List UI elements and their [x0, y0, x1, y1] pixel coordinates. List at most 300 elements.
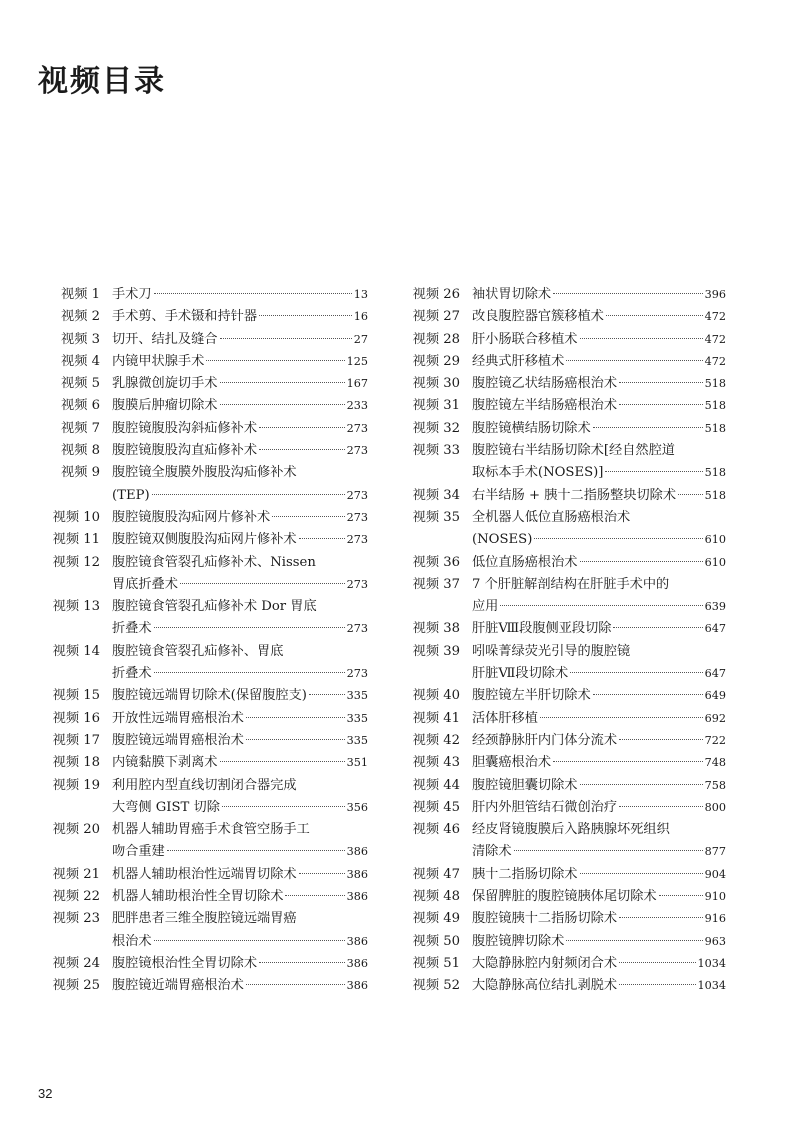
entry-line — [472, 641, 726, 663]
dot-leader — [619, 806, 703, 807]
entry-body — [112, 507, 368, 529]
entry-body — [472, 775, 726, 797]
entry-body — [472, 485, 726, 507]
video-number: 视频 43 — [412, 755, 460, 771]
video-number: 视频 6 — [61, 398, 100, 414]
entry-body — [472, 886, 726, 908]
entry-line — [112, 373, 368, 395]
page-ref: 748 — [704, 756, 726, 770]
entry-body — [112, 552, 368, 597]
dot-leader — [259, 962, 345, 963]
entry-line — [112, 819, 368, 841]
toc-entry[interactable] — [38, 507, 368, 529]
entry-body — [112, 685, 368, 707]
dot-leader — [220, 338, 352, 339]
toc-entry[interactable] — [38, 685, 368, 707]
entry-line — [112, 708, 368, 730]
entry-line — [472, 552, 726, 574]
entry-line — [112, 284, 368, 306]
toc-entry[interactable] — [38, 775, 368, 820]
toc-entry[interactable] — [38, 284, 368, 306]
entry-title: 内镜甲状腺手术 — [112, 353, 205, 369]
entry-line — [112, 596, 368, 618]
entry-title: 手术剪、手术镊和持针器 — [112, 309, 258, 325]
entry-body — [472, 284, 726, 306]
dot-leader — [619, 382, 703, 383]
toc-entry[interactable] — [38, 953, 368, 975]
entry-title: 腹腔镜胆囊切除术 — [472, 777, 578, 793]
page-ref: 386 — [346, 956, 368, 970]
entry-body — [112, 886, 368, 908]
page-ref: 27 — [353, 332, 368, 346]
toc-entry[interactable] — [398, 908, 726, 930]
toc-entry[interactable] — [38, 440, 368, 462]
toc-entry[interactable] — [398, 373, 726, 395]
video-number: 视频 34 — [412, 487, 460, 503]
video-number: 视频 4 — [61, 353, 100, 369]
entry-title: 腹膜后肿瘤切除术 — [112, 398, 218, 414]
page-ref: 610 — [704, 533, 726, 547]
video-number: 视频 9 — [61, 465, 100, 481]
entry-line — [112, 864, 368, 886]
toc-entry[interactable] — [38, 395, 368, 417]
entry-line — [472, 908, 726, 930]
entry-body — [112, 730, 368, 752]
entry-body — [112, 975, 368, 997]
toc-entry[interactable] — [38, 462, 368, 507]
dot-leader — [154, 672, 345, 673]
video-number: 视频 46 — [412, 822, 460, 838]
entry-title: 腹腔镜腹股沟疝网片修补术 — [112, 509, 271, 525]
video-number: 视频 50 — [412, 933, 460, 949]
dot-leader — [500, 605, 702, 606]
entry-body — [112, 708, 368, 730]
entry-title: 开放性远端胃癌根治术 — [112, 710, 244, 726]
entry-body — [112, 641, 368, 686]
video-number: 视频 44 — [412, 777, 460, 793]
toc-entry[interactable] — [38, 864, 368, 886]
dot-leader — [180, 583, 345, 584]
entry-title: 腹腔镜左半结肠癌根治术 — [472, 398, 618, 414]
entry-body — [112, 596, 368, 641]
toc-entry[interactable] — [38, 730, 368, 752]
page-ref: 904 — [704, 867, 726, 881]
video-number: 视频 24 — [52, 955, 100, 971]
entry-line — [112, 306, 368, 328]
entry-line — [112, 552, 368, 574]
entry-line — [112, 908, 368, 930]
page-ref: 518 — [704, 399, 726, 413]
toc-entry[interactable] — [38, 351, 368, 373]
entry-body — [112, 284, 368, 306]
dot-leader — [566, 360, 702, 361]
entry-line — [112, 351, 368, 373]
toc-entry[interactable] — [398, 641, 726, 686]
entry-title: 吻合重建 — [112, 844, 165, 860]
toc-entry[interactable] — [38, 708, 368, 730]
toc-entry[interactable] — [398, 618, 726, 640]
toc-entry[interactable] — [398, 507, 726, 552]
entry-title: 腹腔镜近端胃癌根治术 — [112, 978, 244, 994]
entry-line — [472, 663, 726, 685]
dot-leader — [605, 471, 702, 472]
entry-title: 腹腔镜腹股沟斜疝修补术 — [112, 420, 258, 436]
entry-title: 7 个肝脏解剖结构在肝脏手术中的 — [472, 576, 670, 592]
dot-leader — [272, 516, 344, 517]
entry-line — [112, 418, 368, 440]
dot-leader — [606, 315, 703, 316]
dot-leader — [580, 873, 703, 874]
video-number: 视频 39 — [412, 643, 460, 659]
page-ref: 472 — [704, 310, 726, 324]
entry-line — [112, 685, 368, 707]
video-number: 视频 40 — [412, 688, 460, 704]
entry-body — [112, 819, 368, 864]
dot-leader — [285, 895, 344, 896]
entry-line — [472, 708, 726, 730]
entry-title: 清除术 — [472, 844, 512, 860]
entry-line — [112, 507, 368, 529]
dot-leader — [259, 427, 345, 428]
entry-title: 腹腔镜食管裂孔疝修补术 Dor 胃底 — [112, 599, 317, 615]
page-ref: 335 — [346, 711, 368, 725]
video-number: 视频 17 — [52, 732, 100, 748]
page-ref: 800 — [704, 800, 726, 814]
entry-body — [472, 975, 726, 997]
entry-title: 腹腔镜食管裂孔疝修补术、Nissen — [112, 554, 316, 570]
entry-line — [472, 685, 726, 707]
video-number: 视频 49 — [412, 911, 460, 927]
entry-body — [472, 507, 726, 552]
video-number: 视频 48 — [412, 889, 460, 905]
entry-title: 腹腔镜远端胃切除术(保留腹腔支) — [112, 688, 307, 704]
toc-entry[interactable] — [38, 752, 368, 774]
entry-body — [472, 552, 726, 574]
entry-body — [472, 730, 726, 752]
video-number: 视频 20 — [52, 822, 100, 838]
entry-title: 活体肝移植 — [472, 710, 538, 726]
video-number: 视频 52 — [412, 978, 460, 994]
entry-title: 腹腔镜腹股沟直疝修补术 — [112, 443, 258, 459]
dot-leader — [566, 940, 702, 941]
entry-line — [472, 975, 726, 997]
page-ref: 692 — [704, 711, 726, 725]
entry-title: 腹腔镜左半肝切除术 — [472, 688, 591, 704]
entry-line — [112, 931, 368, 953]
toc-entry[interactable] — [38, 641, 368, 686]
page-ref: 916 — [704, 912, 726, 926]
entry-line — [472, 507, 726, 529]
entry-title: 全机器人低位直肠癌根治术 — [472, 509, 631, 525]
page-ref: 963 — [704, 934, 726, 948]
entry-body — [112, 529, 368, 551]
entry-line — [472, 574, 726, 596]
toc-entry[interactable] — [398, 819, 726, 864]
toc-entry[interactable] — [398, 329, 726, 351]
entry-line — [472, 351, 726, 373]
video-number: 视频 41 — [412, 710, 460, 726]
entry-title: 袖状胃切除术 — [472, 287, 552, 302]
page-ref: 273 — [346, 510, 368, 524]
entry-title: (NOSES) — [472, 532, 533, 548]
video-number: 视频 23 — [52, 911, 100, 927]
entry-line — [112, 641, 368, 663]
toc-entry[interactable] — [398, 775, 726, 797]
entry-line — [472, 931, 726, 953]
page-ref: 518 — [704, 488, 726, 502]
video-number: 视频 51 — [412, 955, 460, 971]
video-number: 视频 2 — [61, 309, 100, 325]
entry-title: 大隐静脉腔内射频闭合术 — [472, 955, 618, 971]
video-number: 视频 8 — [61, 443, 100, 459]
dot-leader — [580, 338, 703, 339]
dot-leader — [152, 494, 345, 495]
dot-leader — [220, 761, 345, 762]
toc-entry[interactable] — [398, 440, 726, 485]
dot-leader — [678, 494, 703, 495]
page-ref: 273 — [346, 667, 368, 681]
entry-title: 乳腺微创旋切手术 — [112, 376, 218, 392]
video-number: 视频 28 — [412, 331, 460, 347]
video-number: 视频 31 — [412, 398, 460, 414]
video-number: 视频 3 — [61, 331, 100, 347]
toc-entry[interactable] — [38, 529, 368, 551]
page-ref: 273 — [346, 622, 368, 636]
video-number: 视频 7 — [61, 420, 100, 436]
dot-leader — [619, 917, 703, 918]
entry-title: 低位直肠癌根治术 — [472, 554, 578, 570]
page-ref: 649 — [704, 689, 726, 703]
entry-title: 折叠术 — [112, 621, 152, 637]
entry-line — [472, 329, 726, 351]
entry-body — [112, 462, 368, 507]
entry-title: 利用腔内型直线切割闭合器完成 — [112, 777, 297, 793]
entry-title: 取标本手术(NOSES)] — [472, 465, 604, 481]
video-number: 视频 33 — [412, 443, 460, 459]
entry-body — [472, 752, 726, 774]
toc-entry[interactable] — [398, 864, 726, 886]
video-number: 视频 12 — [52, 554, 100, 570]
page-ref: 386 — [346, 845, 368, 859]
entry-body — [472, 395, 726, 417]
page-ref: 758 — [704, 778, 726, 792]
entry-body — [112, 395, 368, 417]
dot-leader — [613, 627, 702, 628]
entry-title: 肝脏Ⅷ段腹侧亚段切除 — [472, 621, 612, 637]
video-number: 视频 42 — [412, 732, 460, 748]
page-ref: 518 — [704, 421, 726, 435]
video-number: 视频 16 — [52, 710, 100, 726]
page-ref: 16 — [353, 310, 368, 324]
entry-line — [472, 462, 726, 484]
entry-line — [472, 752, 726, 774]
toc-entry[interactable] — [398, 685, 726, 707]
page-ref: 518 — [704, 377, 726, 391]
page-ref: 910 — [704, 890, 726, 904]
toc-entry[interactable] — [38, 975, 368, 997]
video-number: 视频 21 — [52, 866, 100, 882]
video-number: 视频 25 — [52, 978, 100, 994]
dot-leader — [220, 404, 345, 405]
page-ref: 1034 — [697, 956, 726, 970]
toc-entry[interactable] — [38, 596, 368, 641]
entry-line — [472, 373, 726, 395]
entry-title: 切开、结扎及缝合 — [112, 331, 218, 347]
toc-entry[interactable] — [398, 708, 726, 730]
page-ref: 386 — [346, 867, 368, 881]
page-ref: 13 — [353, 288, 368, 301]
page-ref: 335 — [346, 689, 368, 703]
dot-leader — [619, 404, 703, 405]
entry-line — [472, 440, 726, 462]
dot-leader — [259, 315, 352, 316]
video-number: 视频 30 — [412, 376, 460, 392]
entry-line — [472, 418, 726, 440]
entry-body — [472, 373, 726, 395]
page-ref: 472 — [704, 332, 726, 346]
toc-entry[interactable] — [38, 373, 368, 395]
dot-leader — [619, 739, 703, 740]
entry-line — [112, 953, 368, 975]
entry-line — [112, 841, 368, 863]
dot-leader — [206, 360, 344, 361]
entry-body — [472, 685, 726, 707]
toc-entry[interactable] — [398, 752, 726, 774]
entry-title: 肝内外胆管结石微创治疗 — [472, 799, 618, 815]
toc-entry[interactable] — [398, 306, 726, 328]
toc-entry[interactable] — [398, 953, 726, 975]
toc-entry[interactable] — [398, 418, 726, 440]
toc-entry[interactable] — [398, 931, 726, 953]
page-ref: 647 — [704, 667, 726, 681]
entry-body — [112, 373, 368, 395]
page-ref: 273 — [346, 577, 368, 591]
entry-line — [112, 574, 368, 596]
entry-title: 肝小肠联合移植术 — [472, 331, 578, 347]
page-ref: 273 — [346, 444, 368, 458]
toc-entry[interactable] — [398, 351, 726, 373]
entry-body — [472, 306, 726, 328]
dot-leader — [553, 761, 703, 762]
toc-entry[interactable] — [398, 574, 726, 619]
dot-leader — [534, 538, 702, 539]
entry-title: 右半结肠 + 胰十二指肠整块切除术 — [472, 487, 677, 503]
dot-leader — [553, 293, 703, 294]
toc-entry[interactable] — [38, 329, 368, 351]
video-number: 视频 11 — [52, 532, 100, 548]
dot-leader — [593, 427, 703, 428]
page-ref: 335 — [346, 733, 368, 747]
entry-title: 腹腔镜双侧腹股沟疝网片修补术 — [112, 532, 297, 548]
toc-entry[interactable] — [38, 306, 368, 328]
toc-column-left — [38, 284, 368, 998]
video-number: 视频 19 — [52, 777, 100, 793]
toc-entry[interactable] — [398, 395, 726, 417]
video-number: 视频 27 — [412, 309, 460, 325]
toc-entry[interactable] — [398, 730, 726, 752]
dot-leader — [619, 962, 695, 963]
page-ref: 351 — [346, 756, 368, 770]
page-ref: 1034 — [697, 979, 726, 993]
entry-title: 经典式肝移植术 — [472, 353, 565, 369]
entry-line — [112, 529, 368, 551]
page-ref: 877 — [704, 845, 726, 859]
dot-leader — [167, 850, 345, 851]
dot-leader — [593, 694, 703, 695]
toc-column-right — [398, 284, 726, 998]
dot-leader — [514, 850, 703, 851]
entry-title: 腹腔镜胰十二指肠切除术 — [472, 911, 618, 927]
entry-title: 腹腔镜远端胃癌根治术 — [112, 732, 244, 748]
entry-body — [112, 752, 368, 774]
entry-body — [472, 574, 726, 619]
entry-body — [472, 440, 726, 485]
entry-body — [472, 908, 726, 930]
dot-leader — [299, 538, 345, 539]
page-ref: 167 — [346, 377, 368, 391]
entry-body — [112, 306, 368, 328]
entry-title: 机器人辅助胃癌手术食管空肠手工 — [112, 822, 310, 838]
dot-leader — [259, 449, 345, 450]
toc-entry[interactable] — [398, 797, 726, 819]
entry-title: (TEP) — [112, 487, 150, 503]
dot-leader — [246, 739, 345, 740]
video-number: 视频 47 — [412, 866, 460, 882]
entry-title: 机器人辅助根治性全胃切除术 — [112, 889, 284, 905]
page-ref: 273 — [346, 533, 368, 547]
entry-line — [472, 284, 726, 306]
entry-title: 折叠术 — [112, 666, 152, 682]
entry-title: 腹腔镜右半结肠切除术[经自然腔道 — [472, 443, 675, 459]
toc-entry[interactable] — [38, 552, 368, 597]
toc-entry[interactable] — [398, 552, 726, 574]
page-ref: 386 — [346, 890, 368, 904]
entry-line — [472, 596, 726, 618]
toc-entry[interactable] — [398, 284, 726, 306]
video-number: 视频 38 — [412, 621, 460, 637]
entry-line — [472, 819, 726, 841]
toc-entry[interactable] — [38, 418, 368, 440]
video-number: 视频 1 — [61, 287, 100, 302]
toc-entry[interactable] — [398, 886, 726, 908]
dot-leader — [154, 940, 345, 941]
page-ref: 722 — [704, 733, 726, 747]
toc-entry[interactable] — [38, 819, 368, 864]
toc-entry[interactable] — [38, 886, 368, 908]
video-number: 视频 15 — [52, 688, 100, 704]
entry-title: 肝脏Ⅶ段切除术 — [472, 666, 569, 682]
entry-line — [472, 485, 726, 507]
entry-title: 腹腔镜根治性全胃切除术 — [112, 955, 258, 971]
entry-body — [472, 708, 726, 730]
toc-entry[interactable] — [38, 908, 368, 953]
entry-body — [472, 819, 726, 864]
entry-body — [472, 953, 726, 975]
entry-body — [112, 329, 368, 351]
entry-body — [472, 931, 726, 953]
dot-leader — [220, 382, 345, 383]
dot-leader — [246, 984, 345, 985]
entry-line — [472, 306, 726, 328]
toc-entry[interactable] — [398, 975, 726, 997]
entry-title: 肥胖患者三维全腹腔镜远端胃癌 — [112, 911, 297, 927]
toc-entry[interactable] — [398, 485, 726, 507]
entry-title: 保留脾脏的腹腔镜胰体尾切除术 — [472, 889, 657, 905]
entry-body — [472, 864, 726, 886]
entry-line — [112, 485, 368, 507]
entry-title: 吲哚菁绿荧光引导的腹腔镜 — [472, 643, 631, 659]
page-ref: 396 — [704, 288, 726, 301]
